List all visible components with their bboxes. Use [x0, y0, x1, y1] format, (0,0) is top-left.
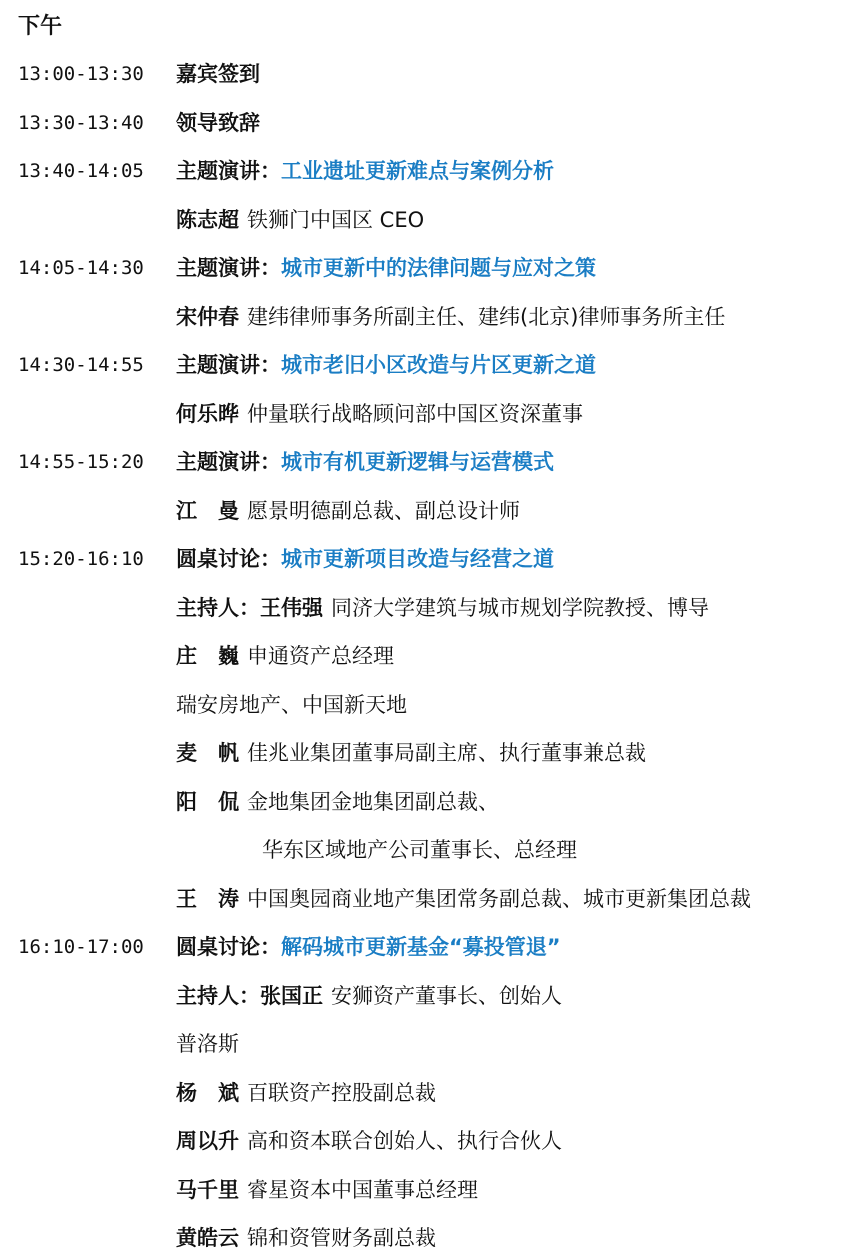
speaker-title: 高和资本联合创始人、执行合伙人 — [247, 1129, 562, 1153]
session-label: 主题演讲： — [176, 256, 281, 280]
session-label: 领导致辞 — [176, 110, 260, 135]
session-label: 圆桌讨论： — [176, 547, 281, 571]
speaker-title: 瑞安房地产、中国新天地 — [176, 692, 407, 717]
row-content — [262, 833, 577, 867]
row-content — [176, 251, 596, 285]
speaker-name: 周以升 — [176, 1129, 239, 1153]
speaker-name: 陈志超 — [176, 207, 239, 232]
session-label: 主题演讲： — [176, 159, 281, 183]
row-content — [176, 494, 520, 528]
row-content — [176, 1076, 436, 1110]
speaker-title: 申通资产总经理 — [247, 644, 394, 668]
speaker-title: 同济大学建筑与城市规划学院教授、博导 — [331, 595, 709, 620]
session-time: 14:55-15:20 — [18, 451, 144, 473]
speaker-name: 麦 帆 — [176, 741, 239, 765]
session-label: 圆桌讨论： — [176, 935, 281, 959]
row-content — [176, 397, 583, 431]
row-content — [176, 106, 260, 140]
speaker-name: 黄皓云 — [176, 1226, 239, 1250]
session-label: 主题演讲： — [176, 353, 281, 377]
speaker-title: 睿星资本中国董事总经理 — [247, 1177, 478, 1202]
speaker-name: 阳 侃 — [176, 789, 239, 814]
row-content — [176, 300, 725, 334]
row-content — [176, 1221, 436, 1255]
row-content — [176, 1027, 239, 1061]
row-content — [176, 203, 424, 237]
speaker-name: 宋仲春 — [176, 304, 239, 329]
speaker-name: 马千里 — [176, 1177, 239, 1202]
session-time: 14:05-14:30 — [18, 257, 144, 279]
session-time: 15:20-16:10 — [18, 548, 144, 570]
session-topic: 城市老旧小区改造与片区更新之道 — [281, 353, 596, 377]
speaker-title: 普洛斯 — [176, 1032, 239, 1056]
speaker-name: 江 曼 — [176, 498, 239, 523]
row-content — [176, 1124, 562, 1158]
row-content — [176, 591, 709, 625]
session-topic: 工业遗址更新难点与案例分析 — [281, 159, 554, 183]
row-content — [176, 445, 554, 479]
speaker-name: 主持人：张国正 — [176, 983, 323, 1008]
session-time: 16:10-17:00 — [18, 936, 144, 958]
session-label: 嘉宾签到 — [176, 62, 260, 86]
speaker-title: 华东区域地产公司董事长、总经理 — [262, 838, 577, 862]
row-content — [176, 882, 751, 916]
speaker-name: 杨 斌 — [176, 1080, 239, 1105]
session-time: 13:30-13:40 — [18, 111, 144, 134]
speaker-title: 安狮资产董事长、创始人 — [331, 983, 562, 1008]
row-content — [176, 639, 394, 673]
session-topic: 城市更新项目改造与经营之道 — [281, 547, 554, 571]
speaker-title: 建纬律师事务所副主任、建纬(北京)律师事务所主任 — [247, 304, 726, 329]
speaker-title: 佳兆业集团董事局副主席、执行董事兼总裁 — [247, 741, 646, 765]
speaker-name: 主持人：王伟强 — [176, 595, 323, 620]
session-label: 主题演讲： — [176, 450, 281, 474]
speaker-title: 仲量联行战略顾问部中国区资深董事 — [247, 401, 583, 426]
speaker-title: 中国奥园商业地产集团常务副总裁、城市更新集团总裁 — [247, 886, 751, 911]
speaker-title: 愿景明德副总裁、副总设计师 — [247, 498, 520, 523]
section-title: 下午 — [18, 14, 63, 39]
row-content — [176, 979, 562, 1013]
row-content — [176, 348, 596, 382]
row-content — [176, 154, 554, 188]
row-content — [176, 57, 260, 91]
row-content — [176, 688, 407, 722]
speaker-name: 王 涛 — [176, 886, 239, 911]
session-time: 13:00-13:30 — [18, 63, 144, 85]
session-time: 13:40-14:05 — [18, 160, 144, 182]
row-content — [176, 736, 646, 770]
session-time: 14:30-14:55 — [18, 354, 144, 376]
session-topic: 城市有机更新逻辑与运营模式 — [281, 450, 554, 474]
row-content — [176, 785, 499, 819]
speaker-title: 锦和资管财务副总裁 — [247, 1226, 436, 1250]
row-content — [176, 542, 554, 576]
speaker-name: 何乐晔 — [176, 401, 239, 426]
speaker-title: 金地集团金地集团副总裁、 — [247, 789, 499, 814]
row-content — [176, 930, 561, 964]
speaker-name: 庄 巍 — [176, 644, 239, 668]
session-topic: 城市更新中的法律问题与应对之策 — [281, 256, 596, 280]
speaker-title: 铁狮门中国区 CEO — [247, 207, 425, 232]
row-content — [176, 1173, 478, 1207]
session-topic: 解码城市更新基金“募投管退” — [281, 935, 561, 959]
speaker-title: 百联资产控股副总裁 — [247, 1080, 436, 1105]
